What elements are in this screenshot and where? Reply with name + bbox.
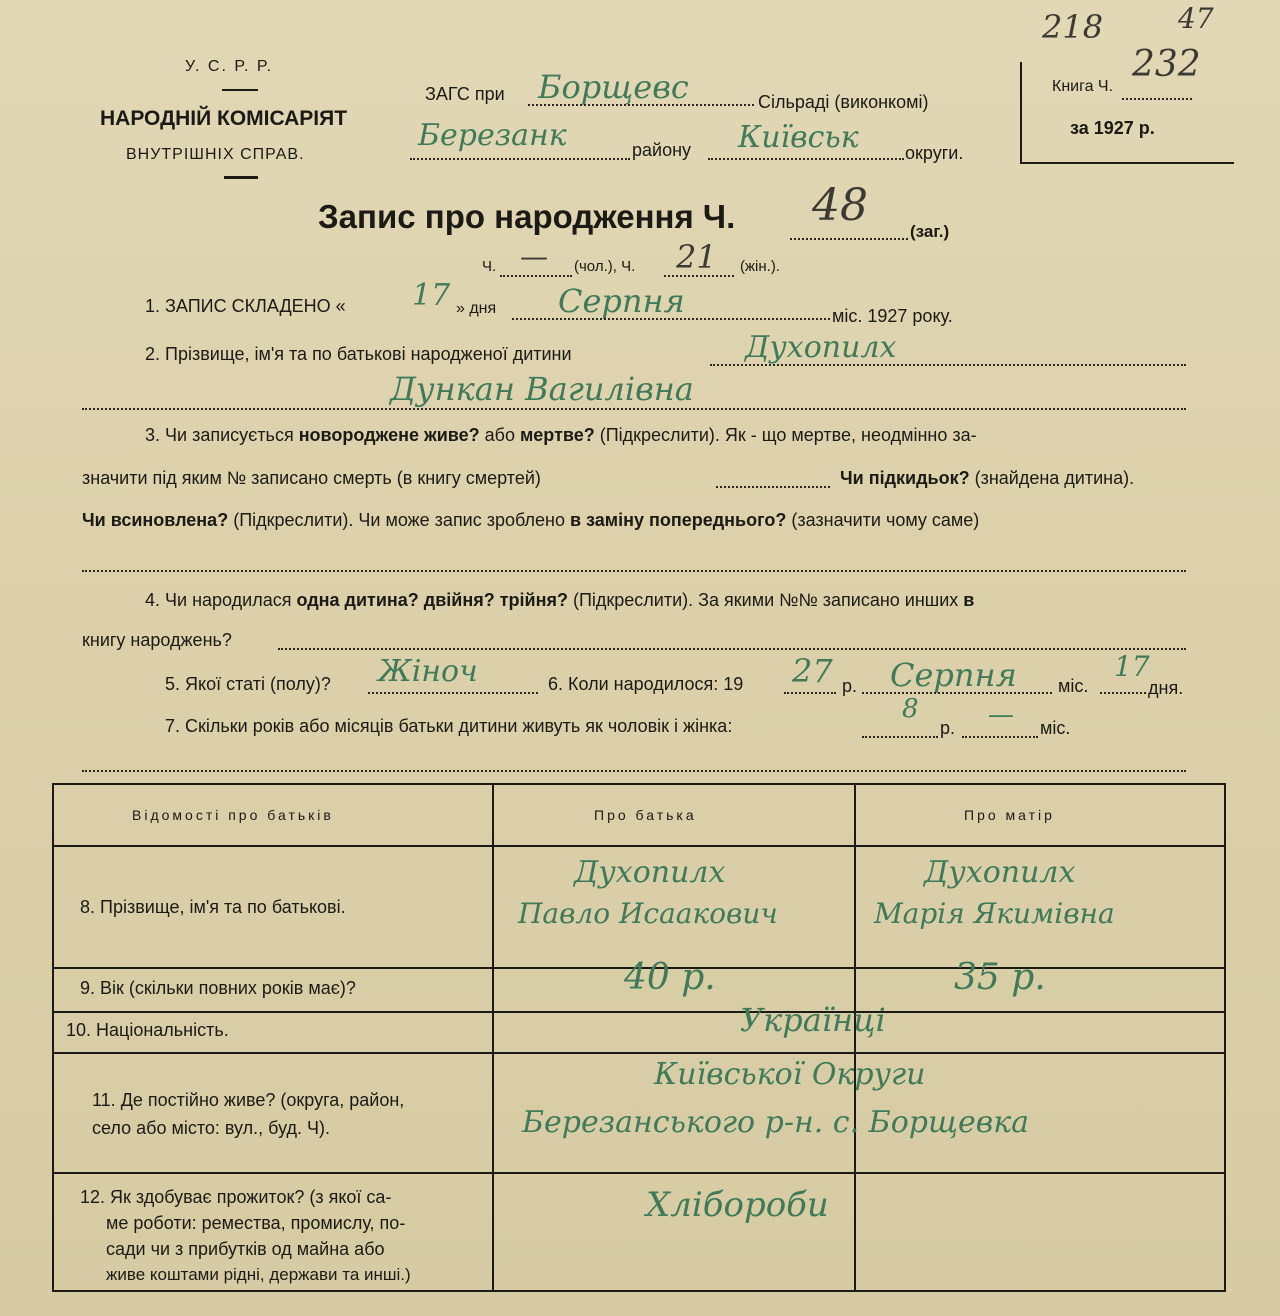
- record-number-line: [790, 238, 908, 240]
- row9-father-age: 40 р.: [624, 957, 716, 998]
- item3-replacement: в заміну попереднього?: [569, 510, 787, 530]
- item3-l1a: 3. Чи записується: [145, 425, 299, 445]
- item7-r: р.: [940, 718, 956, 738]
- row8-mother-surname: Духопилх: [924, 855, 1076, 890]
- item1-month-line: [512, 318, 830, 320]
- record-zag-label: (заг.): [910, 222, 950, 241]
- item5-label: 5. Якої статі (полу)?: [165, 674, 331, 694]
- item1-day-handwritten: 17: [412, 278, 451, 313]
- item4-l1d: в: [963, 590, 975, 610]
- row12-occupation: Хлібороби: [646, 1185, 829, 1225]
- row9-mother-age: 35 р.: [954, 957, 1046, 998]
- item3-death-line: [716, 486, 830, 488]
- item3-line2: [82, 468, 541, 489]
- zags-raion-handwritten: Березанк: [418, 118, 567, 153]
- item3-l2a: значити під яким № записано смерть (в книгу смертей): [82, 468, 541, 488]
- item6-r: р.: [842, 676, 858, 696]
- commissariat-title: НАРОДНІЙ КОМІСАРІЯТ: [100, 107, 348, 130]
- item3-l1e: (Підкреслити). Як - що мертве, неодмінно за-: [594, 425, 977, 445]
- book-box: [1020, 44, 1234, 164]
- item5-sex-line: [368, 692, 538, 694]
- zags-council-label: Сільраді (виконкомі): [758, 92, 929, 112]
- row11-residence-1: Київської Округи: [654, 1057, 926, 1092]
- row8-father-surname: Духопилх: [574, 855, 726, 890]
- row12-label-2: ме роботи: ремества, промислу, по-: [106, 1213, 406, 1233]
- item4-l1a: 4. Чи народилася: [145, 590, 297, 610]
- ussr-label: У. С. Р. Р.: [185, 58, 274, 75]
- table-header-info: Відомості про батьків: [132, 807, 334, 823]
- zags-raion-line: [410, 158, 630, 160]
- item3-l2c: (знайдена дитина).: [969, 468, 1135, 488]
- corner-number-handwritten: 218: [1042, 8, 1104, 46]
- item4-line2: книгу народжень?: [82, 630, 232, 650]
- item6-year-line: [784, 692, 836, 694]
- item4-line1: [145, 590, 974, 611]
- item6-label: 6. Коли народилося: 19: [548, 674, 744, 694]
- row10-nationality: Українці: [740, 1001, 886, 1039]
- book-number-handwritten: 232: [1132, 44, 1201, 85]
- row11-label-1: 11. Де постійно живе? (округа, район,: [92, 1090, 405, 1110]
- zags-village-handwritten: Борщевс: [538, 68, 689, 106]
- table-header-divider: [54, 845, 1224, 847]
- item4-book-line: [278, 648, 1186, 650]
- male-count-prefix: Ч.: [482, 258, 497, 275]
- row12-label-3: сади чи з прибутків од майна або: [106, 1239, 385, 1259]
- parents-table: [52, 783, 1226, 1292]
- record-title: Запис про народження Ч.: [318, 198, 736, 235]
- item6-mis: міс.: [1058, 676, 1089, 696]
- table-row-divider-4: [54, 1172, 1224, 1174]
- female-count-label: (жін.).: [740, 258, 780, 275]
- item3-blank-line: [82, 570, 1186, 572]
- item3-adopted: Чи всиновлена?: [82, 510, 229, 530]
- row10-label: 10. Національність.: [66, 1020, 229, 1040]
- item3-alive: новороджене живе?: [298, 425, 480, 445]
- item3-foundling: Чи підкидьок?: [840, 468, 970, 488]
- row11-label-2: село або місто: вул., буд. Ч).: [92, 1118, 330, 1138]
- item7-label: 7. Скільки років або місяців батьки дитини живуть як чоловік і жінка:: [165, 716, 733, 736]
- table-header-mother: Про матір: [964, 807, 1055, 823]
- zags-okruha-handwritten: Київськ: [738, 120, 859, 155]
- item5-sex-handwritten: Жіноч: [378, 654, 478, 689]
- female-count-line: [664, 275, 734, 277]
- item7-months-line: [962, 736, 1038, 738]
- male-count-handwritten: —: [520, 240, 548, 273]
- item7-years-handwritten: 8: [902, 694, 919, 724]
- item3-line1: [145, 425, 977, 446]
- row8-label: 8. Прізвище, ім'я та по батькові.: [80, 897, 346, 917]
- row12-label-1: 12. Як здобуває прожиток? (з якої са-: [80, 1187, 392, 1207]
- item1-month-handwritten: Серпня: [558, 282, 685, 320]
- book-year-label: за 1927 р.: [1070, 118, 1155, 138]
- item1-label: 1. ЗАПИС СКЛАДЕНО «: [145, 296, 346, 316]
- item2-label: 2. Прізвище, ім'я та по батькові народженої дитини: [145, 344, 572, 364]
- item6-day-line: [1100, 692, 1146, 694]
- item3-l1c: або: [479, 425, 520, 445]
- item6-year-handwritten: 27: [792, 652, 833, 690]
- table-header-father: Про батька: [594, 807, 697, 823]
- row11-residence-2: Березанського р-н. с. Борщевка: [522, 1105, 1030, 1140]
- item2-name-handwritten: Дункан Вагилівна: [390, 370, 694, 408]
- book-label: Книга Ч.: [1052, 78, 1114, 95]
- item6-dnya: дня.: [1148, 678, 1184, 698]
- row9-label: 9. Вік (скільки повних років має)?: [80, 978, 356, 998]
- book-number-line: [1122, 98, 1192, 100]
- item2-name-line: [82, 408, 1186, 410]
- item7-blank-line: [82, 770, 1186, 772]
- item1-suffix: міс. 1927 року.: [832, 306, 953, 326]
- zags-raion-label: району: [632, 140, 692, 160]
- item6-month-line: [862, 692, 1052, 694]
- item7-mis: міс.: [1040, 718, 1071, 738]
- item2-surname-handwritten: Духопилх: [745, 330, 897, 365]
- header-divider-top: [222, 89, 258, 91]
- item7-years-line: [862, 736, 938, 738]
- item6-month-handwritten: Серпня: [890, 656, 1017, 694]
- item3-line2b: [840, 468, 1134, 489]
- item3-line3: [82, 510, 979, 531]
- zags-okruha-line: [708, 158, 904, 160]
- item4-options: одна дитина? двійня? трійня?: [296, 590, 568, 610]
- corner-number-handwritten-2: 47: [1178, 2, 1214, 35]
- header-divider-bottom: [224, 176, 258, 179]
- item3-l3d: (зазначити чому саме): [786, 510, 980, 530]
- item2-surname-line: [710, 364, 1186, 366]
- item3-dead: мертве?: [519, 425, 595, 445]
- item4-l1c: (Підкреслити). За якими №№ записано инших: [567, 590, 964, 610]
- department-label: ВНУТРІШНІХ СПРАВ.: [126, 146, 305, 163]
- item7-months-handwritten: —: [988, 700, 1014, 730]
- item6-day-handwritten: 17: [1114, 650, 1150, 683]
- table-col-divider-1: [492, 785, 494, 1290]
- male-count-line: [500, 275, 572, 277]
- table-row-divider-3: [54, 1052, 1224, 1054]
- record-number-handwritten: 48: [812, 180, 868, 231]
- row12-label-4: живе коштами рідні, держави та инші.): [106, 1265, 411, 1284]
- female-count-handwritten: 21: [676, 238, 717, 276]
- zags-village-line: [528, 104, 754, 106]
- zags-prefix: ЗАГС при: [425, 84, 505, 104]
- male-count-label: (чол.), Ч.: [574, 258, 636, 275]
- row8-father-name: Павло Исаакович: [518, 897, 778, 930]
- table-row-divider-2: [54, 1011, 1224, 1013]
- row8-mother-name: Марія Якимівна: [874, 897, 1115, 930]
- zags-okruha-label: округи.: [905, 143, 964, 163]
- item1-day-close: » дня: [456, 300, 497, 317]
- item3-l3b: (Підкреслити). Чи може запис зроблено: [228, 510, 570, 530]
